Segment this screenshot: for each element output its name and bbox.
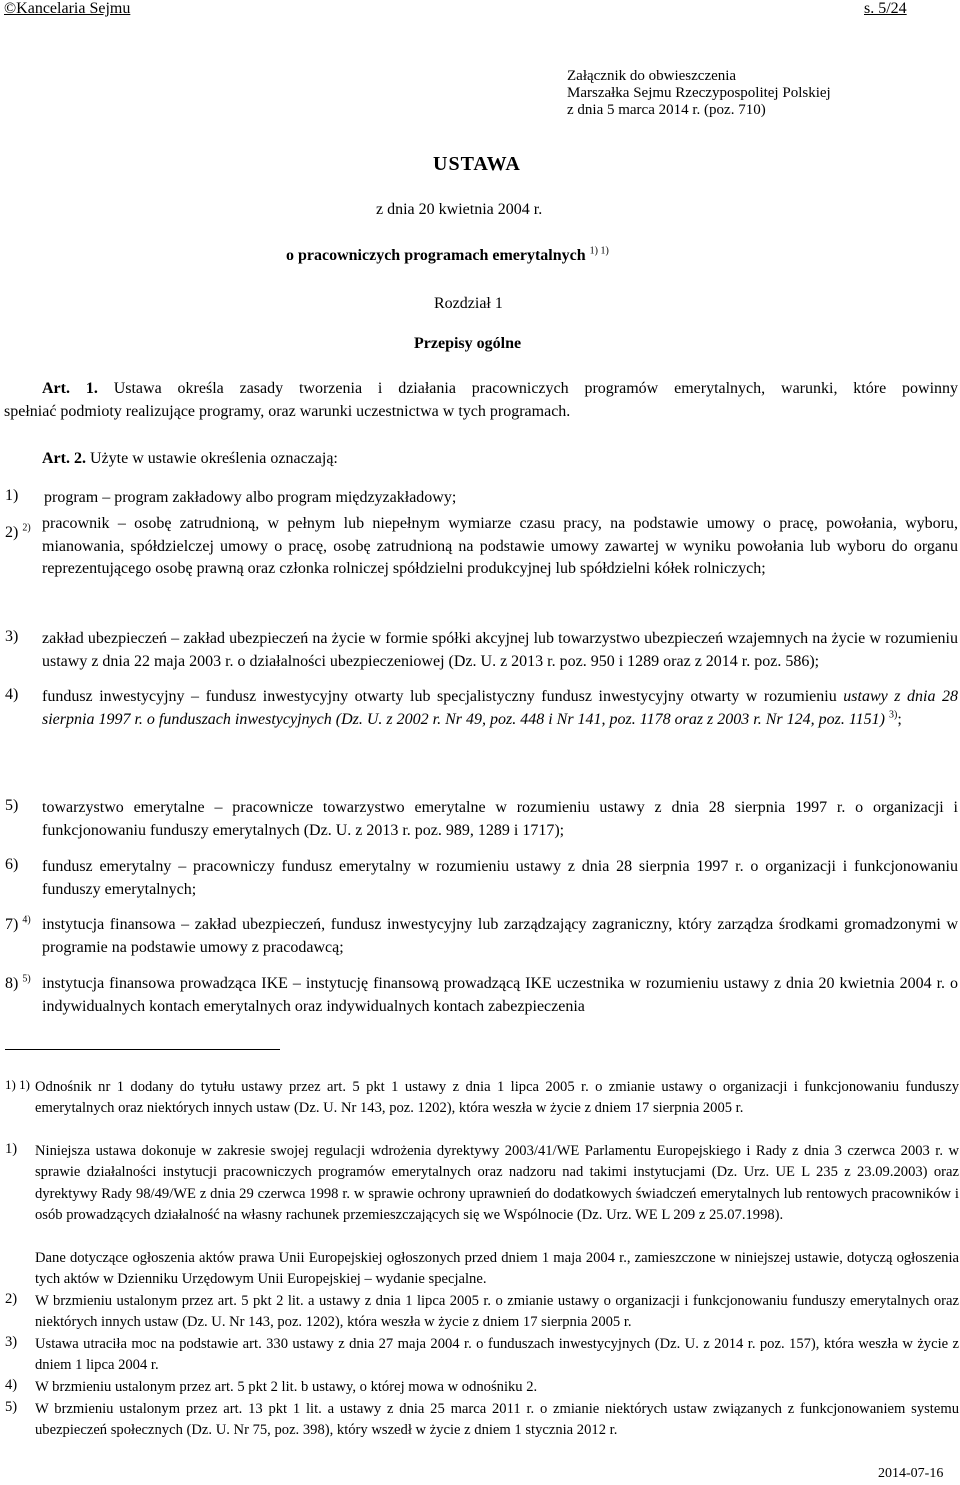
header-page-number-link[interactable]: s. 5/24 <box>864 0 907 17</box>
footnote-text: W brzmieniu ustalonym przez art. 5 pkt 2 lit. a ustawy z dnia 1 lipca 2005 r. o zmianie ustawy o organizacji i funkcjonowaniu funduszy emerytalnych oraz niektórych innych ustaw (Dz. U. Nr 143, poz. 1202), która weszła w życie z dniem 17 sierpnia 2005 r. <box>35 1293 959 1331</box>
item-footnote-ref[interactable]: 2) <box>22 522 31 534</box>
footnote-label: 4) <box>5 1377 18 1393</box>
footer-date: 2014-07-16 <box>878 1466 944 1481</box>
item-label: 6) <box>5 856 19 873</box>
footnote-text: Ustawa utraciła moc na podstawie art. 330 ustawy z dnia 27 maja 2004 r. o funduszach inwestycyjnych (Dz. U. z 2014 r. poz. 157), która weszła w życie z dniem 1 lipca 2004 r. <box>35 1336 959 1374</box>
item-text: fundusz emerytalny – pracowniczy fundusz emerytalny w rozumieniu ustawy z dnia 28 sierpnia 1997 r. o organizacji i funkcjonowaniu funduszy emerytalnych; <box>42 858 958 898</box>
item-text: instytucja finansowa prowadząca IKE – instytucję finansową prowadzącą IKE uczestnika w rozumieniu ustawy z dnia 20 kwietnia 2004 r. o indywidualnych kontach emerytalnych oraz indywidualnych kontach zabezpieczenia <box>42 975 958 1015</box>
item-label: 3) <box>5 628 19 645</box>
footnote-label: 1) 1) <box>5 1077 30 1092</box>
footnote-text: Dane dotyczące ogłoszenia aktów prawa Unii Europejskiej ogłoszonych przed dniem 1 maja 2004 r., zamieszczone w niniejszej ustawie, dotyczą ogłoszenia tych aktów w Dzienniku Urzędowym Unii Europejskiej – wydanie specjalne. <box>35 1250 959 1288</box>
art2-intro-text: Użyte w ustawie określenia oznaczają: <box>89 450 338 467</box>
annex-line-3: z dnia 5 marca 2014 r. (poz. 710) <box>567 102 766 118</box>
item-label: 5) <box>5 797 19 814</box>
item-label: 2) $^{2)}$ <box>5 522 31 541</box>
art1-line-2: spełniać podmioty realizujące programy, oraz warunki uczestnictwa w tych programach. <box>4 403 571 420</box>
item-text: towarzystwo emerytalne – pracownicze towarzystwo emerytalne w rozumieniu ustawy z dnia 28 sierpnia 1997 r. o organizacji i funkcjonowaniu funduszy emerytalnych (Dz. U. z 2013 r. poz. 989, 1289 i 1717); <box>42 799 958 839</box>
item-label: 1) <box>5 487 19 504</box>
act-title-footnote-ref[interactable]: 1) 1) <box>589 245 609 257</box>
art2-label: Art. 2. <box>42 450 86 467</box>
footnote-text: W brzmieniu ustalonym przez art. 5 pkt 2 lit. b ustawy, o której mowa w odnośniku 2. <box>35 1379 538 1395</box>
art1-text-1: Ustawa określa zasady tworzenia i działania pracowniczych programów emerytalnych, warunki, które powinny <box>113 380 959 397</box>
item-label: 4) <box>5 686 19 703</box>
footnote-text: Niniejsza ustawa dokonuje w zakresie swojej regulacji wdrożenia dyrektywy 2003/41/WE Parlamentu Europejskiego i Rady z dnia 3 czerwca 2003 r. w sprawie działalności instytucji pracowniczych programów emerytalnych oraz nadzoru nad takimi instytucjami (Dz. Urz. UE L 235 z 23.09.2003) oraz dyrektywy Rady 98/49/WE z dnia 29 czerwca 1998 r. w sprawie ochrony uprawnień do dodatkowych świadczeń emerytalnych lub rentowych pracowników i osób prowadzących działalność na własny rachunek przemieszczających się we Wspólnocie (Dz. Urz. WE L 209 z 25.07.1998). <box>35 1143 959 1223</box>
item-footnote-ref[interactable]: 3) <box>889 709 898 721</box>
chapter-number: Rozdział 1 <box>434 295 503 312</box>
item-text: zakład ubezpieczeń – zakład ubezpieczeń na życie w formie spółki akcyjnej lub towarzystwo ubezpieczeń wzajemnych na życie w rozumieniu ustawy z dnia 22 maja 2003 r. o działalności ubezpieczeniowej (Dz. U. z 2013 r. poz. 950 i 1289 oraz z 2014 r. poz. 586); <box>42 630 958 670</box>
annex-line-1: Załącznik do obwieszczenia <box>567 68 737 84</box>
footnote-label: 2) <box>5 1291 18 1307</box>
footnote-label: 1) <box>5 1141 18 1157</box>
act-date: z dnia 20 kwietnia 2004 r. <box>376 201 543 218</box>
item-text: fundusz inwestycyjny – fundusz inwestycyjny otwarty lub specjalistyczny fundusz inwestycyjny otwarty w rozumieniu ustawy z dnia 28 sierpnia 1997 r. o funduszach inwestycyjnych (Dz. U. z 2002 r. Nr 49, poz. 448 i Nr 141, poz. 1178 oraz z 2003 r. Nr 124, poz. 1151) $^{3)}$; <box>42 688 958 728</box>
chapter-title: Przepisy ogólne <box>414 335 522 352</box>
footnote-text: W brzmieniu ustalonym przez art. 13 pkt 1 lit. a ustawy z dnia 25 marca 2011 r. o zmianie niektórych ustaw związanych z funkcjonowaniem systemu ubezpieczeń społecznych (Dz. U. Nr 75, poz. 398), który wszedł w życie z dniem 1 stycznia 2012 r. <box>35 1401 959 1439</box>
item-text: pracownik – osobę zatrudnioną, w pełnym lub niepełnym wymiarze czasu pracy, na podstawie umowy o pracę, powołania, wyboru, mianowania, spółdzielczej umowy o pracę, osobę zatrudnioną na podstawie umowy zawartej w wyniku powołania lub wyboru do organu reprezentującego osobę prawną oraz członka rolniczej spółdzielni produkcyjnej lub spółdzielni kółek rolniczych; <box>42 515 958 578</box>
act-type: USTAWA <box>433 153 521 175</box>
header-copyright-link[interactable]: ©Kancelaria Sejmu <box>4 0 131 17</box>
act-title-text: o pracowniczych programach emerytalnych <box>286 247 586 264</box>
item-label: 8) $^{5)}$ <box>5 973 31 992</box>
footnote-text: Odnośnik nr 1 dodany do tytułu ustawy przez art. 5 pkt 1 ustawy z dnia 1 lipca 2005 r. o zmianie ustawy o organizacji i funkcjonowaniu funduszy emerytalnych oraz niektórych innych ustaw (Dz. U. Nr 143, poz. 1202), która weszła w życie z dniem 17 sierpnia 2005 r. <box>35 1079 959 1117</box>
annex-line-2: Marszałka Sejmu Rzeczypospolitej Polskiej <box>567 85 831 101</box>
footnote-label: 5) <box>5 1399 18 1415</box>
item-text: instytucja finansowa – zakład ubezpieczeń, fundusz inwestycyjny lub zarządzający zagraniczny, który zarządza środkami gromadzonymi w programie na podstawie umowy z pracodawcą; <box>42 916 958 956</box>
item-italic-citation: ustawy z dnia 28 sierpnia 1997 r. o funduszach inwestycyjnych (Dz. U. z 2002 r. Nr 49, poz. 448 i Nr 141, poz. 1178 oraz z 2003 r. Nr 124, poz. 1151) <box>42 688 958 728</box>
act-title <box>286 247 609 265</box>
art1-label: Art. 1. <box>42 380 98 397</box>
footnote-separator <box>5 1049 280 1050</box>
item-label: 7) $^{4)}$ <box>5 914 31 933</box>
item-footnote-ref[interactable]: 4) <box>22 914 31 926</box>
item-footnote-ref[interactable]: 5) <box>22 973 31 985</box>
art2-intro <box>42 450 338 468</box>
art1-line-1 <box>42 380 958 398</box>
footnote-label: 3) <box>5 1334 18 1350</box>
item-text: program – program zakładowy albo program międzyzakładowy; <box>44 489 457 506</box>
